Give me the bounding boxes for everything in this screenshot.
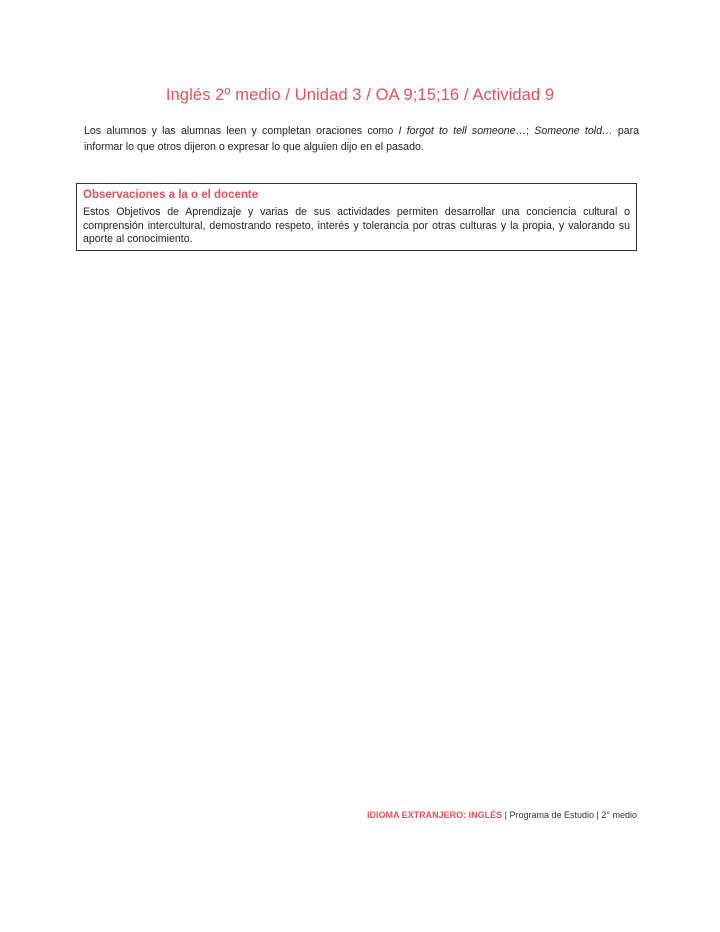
intro-text-after: para informar lo que otros dijeron o expresar lo que alguien dijo en el pasado. [84,125,640,153]
intro-example-2: Someone told… [534,125,613,137]
footer-divider: | [502,810,510,820]
intro-separator: ; [526,125,535,137]
observations-title: Observaciones a la o el docente [83,189,259,201]
footer-level: 2° medio [601,810,637,820]
page-footer [367,810,637,820]
intro-paragraph [84,123,639,155]
footer-divider: | [594,810,602,820]
footer-subject: IDIOMA EXTRANJERO: INGLÉS [366,810,503,820]
intro-example-1: I forgot to tell someone… [398,125,527,137]
observations-text: Estos Objetivos de Aprendizaje y varias de sus actividades permiten desarrollar una conciencia cultural o comprensión intercultural, demostrando respeto, interés y tolerancia por otras culturas y la propia, y valorando su aporte al conocimiento. [83,206,630,245]
observations-box [76,183,637,251]
intro-text-before: Los alumnos y las alumnas leen y completan oraciones como [84,125,399,137]
page-title: Inglés 2º medio / Unidad 3 / OA 9;15;16 / Actividad 9 [165,86,555,104]
footer-program: Programa de Estudio [509,810,595,820]
